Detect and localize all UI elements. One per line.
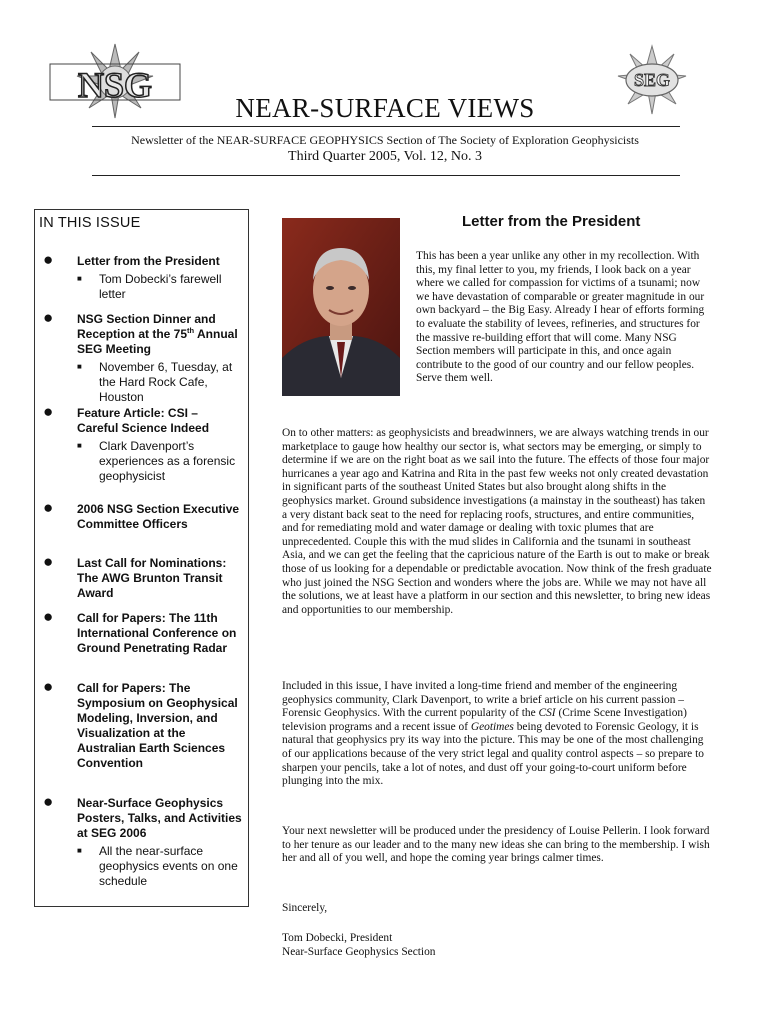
- toc-item-title: NSG Section Dinner and Reception at the 75th Annual SEG Meeting: [77, 312, 238, 356]
- toc-subitem-text: Clark Davenport’s experiences as a forensic geophysicist: [99, 439, 236, 483]
- toc-item: [43, 308, 242, 405]
- bullet-icon: ●: [43, 552, 54, 571]
- toc-item-title: Near-Surface Geophysics Posters, Talks, and Activities at SEG 2006: [77, 796, 242, 840]
- toc-item: [43, 250, 242, 302]
- toc-subitem: [77, 844, 242, 889]
- toc-item: [43, 677, 242, 771]
- svg-text:NSG: NSG: [77, 65, 153, 105]
- closing: Sincerely,: [282, 902, 328, 914]
- sidebar-heading: IN THIS ISSUE: [39, 215, 141, 231]
- toc-item: [43, 498, 242, 532]
- toc-item-title: Last Call for Nominations: The AWG Brunton Transit Award: [77, 556, 227, 600]
- bullet-icon: ●: [43, 402, 54, 421]
- toc-subitem-text: All the near-surface geophysics events on one schedule: [99, 844, 238, 888]
- bullet-icon: ●: [43, 250, 54, 269]
- svg-text:SEG: SEG: [633, 70, 671, 90]
- toc-item: [43, 402, 242, 484]
- bullet-icon: ●: [43, 792, 54, 811]
- square-bullet-icon: ■: [77, 846, 82, 855]
- article-paragraph: Your next newsletter will be produced under the presidency of Louise Pellerin. I look forward to her tenure as our leader and to the many new ideas she can bring to the membership. I wish her and all of you well, and hope the coming year brings calmer times.: [282, 825, 710, 865]
- toc-subitem-text: November 6, Tuesday, at the Hard Rock Cafe, Houston: [99, 360, 233, 404]
- article-intro: This has been a year unlike any other in my recollection. With this, my final letter to you, my friends, I look back on a year where we called for compassion for victims of a tsunami; now we have devastation of comparable or greater magnitude in our own backyard – the Big Easy. Already I hear of efforts forming to evaluate the stability of levees, refineries, and structures for the massive re-building effort that will come. Many NSG Section members will participate in this, and once again contribute to the good of our country and our fellow peoples. Serve them well.: [416, 250, 705, 385]
- toc-item: [43, 552, 242, 601]
- bullet-icon: ●: [43, 308, 54, 327]
- header-divider: [92, 175, 680, 176]
- toc-item-title: Call for Papers: The 11th International Conference on Ground Penetrating Radar: [77, 611, 237, 655]
- signature-role: Near-Surface Geophysics Section: [282, 946, 436, 958]
- signature-name: Tom Dobecki, President: [282, 932, 393, 944]
- toc-item: [43, 792, 242, 889]
- in-this-issue-box: [34, 209, 249, 907]
- article-title: Letter from the President: [462, 213, 641, 230]
- square-bullet-icon: ■: [77, 362, 82, 371]
- toc-subitem-text: Tom Dobecki’s farewell letter: [99, 272, 222, 301]
- toc-item-title: 2006 NSG Section Executive Committee Officers: [77, 502, 240, 531]
- issue-info: Third Quarter 2005, Vol. 12, No. 3: [288, 149, 482, 164]
- toc-subitem: [77, 272, 242, 302]
- square-bullet-icon: ■: [77, 274, 82, 283]
- bullet-icon: ●: [43, 607, 54, 626]
- toc-item-title: Letter from the President: [77, 254, 220, 268]
- toc-subitem: [77, 360, 242, 405]
- newsletter-title: NEAR-SURFACE VIEWS: [235, 93, 535, 123]
- toc-item-title: Call for Papers: The Symposium on Geophysical Modeling, Inversion, and Visualization at the Australian Earth Sciences Convention: [77, 681, 238, 770]
- toc-subitem: [77, 439, 242, 484]
- bullet-icon: ●: [43, 498, 54, 517]
- title-divider: [92, 126, 680, 127]
- square-bullet-icon: ■: [77, 441, 82, 450]
- article-paragraph: Included in this issue, I have invited a long-time friend and member of the engineering geophysics community, Clark Davenport, to write a brief article on his current passion – Forensic Geophysics. With the current popularity of the CSI (Crime Scene Investigation) television programs and a recent issue of Geotimes being devoted to Forensic Geology, it is natural that geophysics pry its way into the picture. This may be one of the most challenging of our applications because of the very strict legal and quality control aspects – so prepare to sharpen your pencils, take a lot of notes, and dust off your going-to-court uniform before plunging into the mix.: [282, 680, 704, 788]
- toc-item-title: Feature Article: CSI – Careful Science Indeed: [77, 406, 210, 435]
- bullet-icon: ●: [43, 677, 54, 696]
- president-photo: [282, 218, 400, 396]
- newsletter-subtitle: Newsletter of the NEAR-SURFACE GEOPHYSICS Section of The Society of Exploration Geophysicists: [131, 133, 639, 147]
- toc-item: [43, 607, 242, 656]
- article-paragraph: On to other matters: as geophysicists and breadwinners, we are always watching trends in our marketplace to gauge how healthy our sector is, what sectors may be emerging, or simply to determine if we are on the right boat as we sail into the future. The effects of those four major hurricanes a year ago and Katrina and Rita in the past few weeks not only created devastation in significant parts of the southeast United States but also brought along shifts in the geophysics market. Ground subsidence investigations (a mainstay in the southeast) has taken a very distant back seat to the need for replacing roofs, structures, and entire communities, and for remediating mold and water damage or dealing with toxic plumes that are unprecedented. Couple this with the mud slides in California and the tsunami in southeast Asia, and we can get the feeling that the capricious nature of the Earth is out to make or break those of us looking for a dependable or predictable avocation. Now think of the fresh graduate who just joined the NSG Section and wonders where the jobs are. While we may not have all the solutions, we at least have a platform in our section and this newsletter, to bring new ideas and opportunities to our membership.: [282, 427, 712, 616]
